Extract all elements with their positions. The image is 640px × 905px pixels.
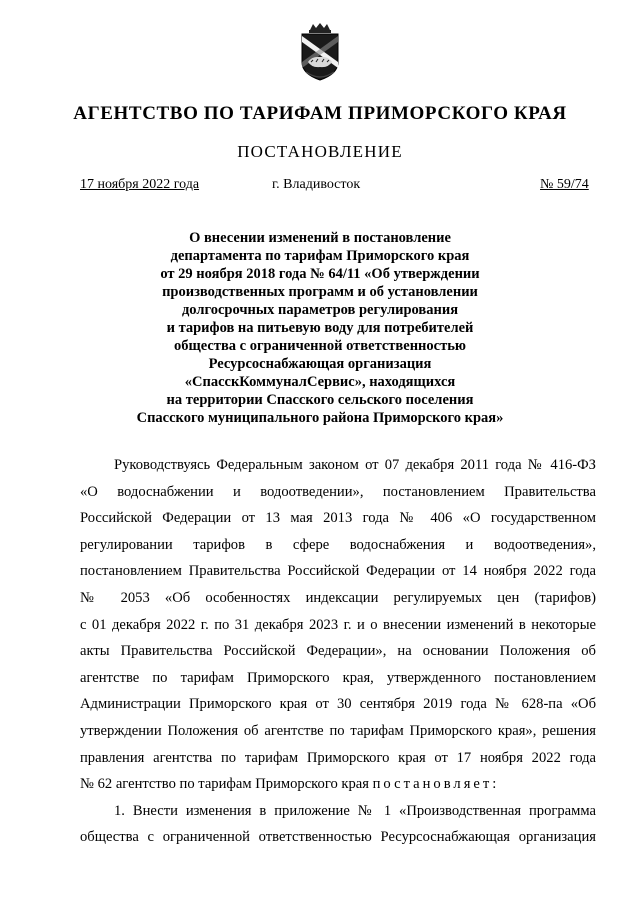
document-body	[80, 452, 596, 851]
item-line: общества с ограниченной ответственностью Ресурсоснабжающая организация	[80, 829, 596, 846]
body-line: «О водоснабжении и водоотведении», постановлением Правительства	[80, 483, 596, 500]
body-line: Руководствуясь Федеральным законом от 07 декабря 2011 года № 416-ФЗ	[114, 457, 596, 473]
coat-of-arms-emblem	[298, 22, 342, 84]
title-line: департамента по тарифам Приморского края	[170, 248, 470, 264]
item-line: 1. Внести изменения в приложение № 1 «Производственная программа	[114, 802, 596, 819]
agency-name: АГЕНТСТВО ПО ТАРИФАМ ПРИМОРСКОГО КРАЯ	[73, 103, 567, 124]
body-line: регулировании тарифов в сфере водоснабжения и водоотведения»,	[80, 536, 596, 553]
body-line: правления агентства по тарифам Приморского края от 17 ноября 2022 года	[80, 749, 596, 766]
title-line: общества с ограниченной ответственностью	[174, 338, 466, 354]
decree-line-prefix: № 62 агентство по тарифам Приморского края	[80, 776, 373, 793]
title-line: долгосрочных параметров регулирования	[181, 302, 459, 318]
decree-word: постановляет:	[372, 776, 500, 793]
body-line: акты Правительства Российской Федерации», на основании Положения об	[80, 643, 596, 660]
title-line: О внесении изменений в постановление	[189, 230, 451, 246]
title-line: на территории Спасского сельского поселения	[166, 392, 474, 408]
body-line: постановлением Правительства Российской Федерации от 14 ноября 2022 года	[80, 563, 596, 580]
document-city: г. Владивосток	[272, 177, 361, 192]
document-number: № 59/74	[540, 177, 589, 192]
body-line: Администрации Приморского края от 30 сентября 2019 года № 628-па «Об	[80, 696, 596, 713]
document-title	[60, 229, 580, 427]
title-line: Спасского муниципального района Приморского края»	[136, 410, 504, 426]
document-date: 17 ноября 2022 года	[80, 177, 200, 192]
body-line: № 2053 «Об особенностях индексации регулируемых цен (тарифов)	[80, 589, 596, 606]
body-line: Российской Федерации от 13 мая 2013 года № 406 «О государственном	[80, 510, 596, 527]
decree-line	[80, 771, 596, 798]
body-line: утверждении Положения об агентстве по тарифам Приморского края», решения	[80, 722, 596, 739]
body-line: с 01 декабря 2022 г. по 31 декабря 2023 г. и о внесении изменений в некоторые	[80, 616, 596, 633]
title-line: «СпасскКоммуналСервис», находящихся	[184, 374, 456, 390]
title-line: и тарифов на питьевую воду для потребителей	[166, 320, 474, 336]
title-line: производственных программ и об установлении	[162, 284, 478, 300]
title-line: Ресурсоснабжающая организация	[208, 356, 432, 372]
body-line: агентстве по тарифам Приморского края, утвержденного постановлением	[80, 669, 596, 686]
document-type: ПОСТАНОВЛЕНИЕ	[237, 142, 403, 161]
coat-of-arms-icon	[298, 22, 342, 84]
title-line: от 29 ноября 2018 года № 64/11 «Об утверждении	[160, 266, 480, 282]
